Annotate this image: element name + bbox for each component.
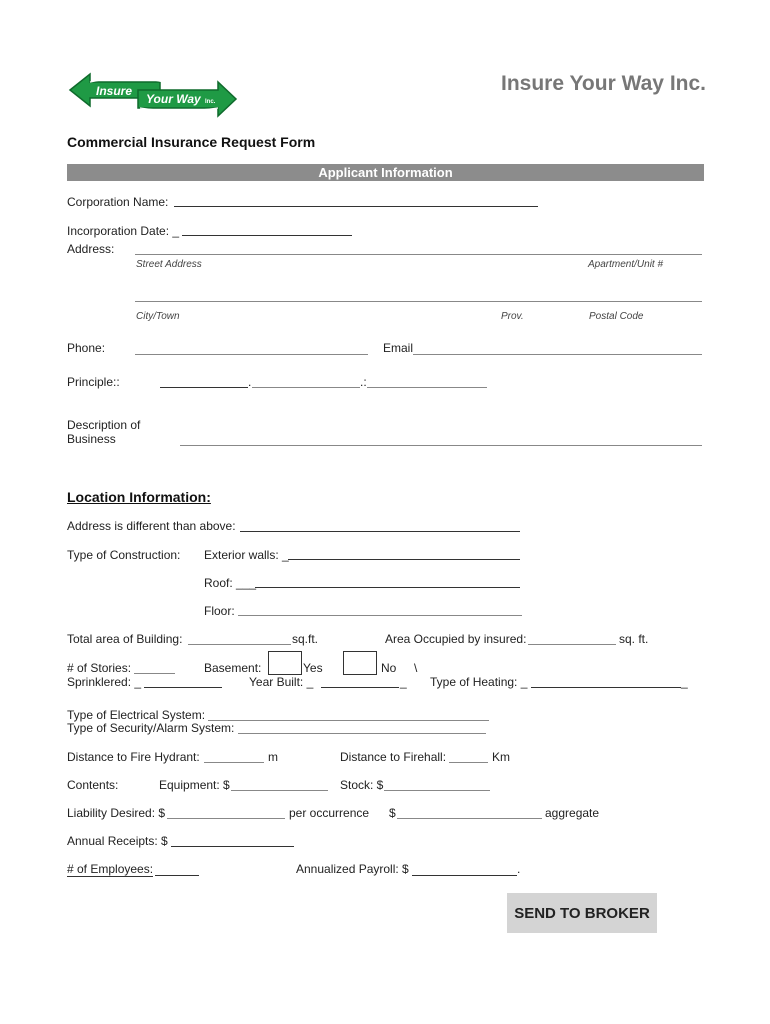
electrical-label: Type of Electrical System: <box>67 708 206 722</box>
aggregate-label: aggregate <box>545 806 600 820</box>
construction-label: Type of Construction: <box>67 548 181 562</box>
per-occurrence-label: per occurrence <box>289 806 370 820</box>
fire-hydrant-unit: m <box>268 750 278 764</box>
employees-label: # of Employees: <box>67 862 154 876</box>
stray-backslash: \ <box>414 661 418 675</box>
corporation-name-label: Corporation Name: <box>67 195 169 209</box>
stories-label: # of Stories: <box>67 661 132 675</box>
basement-yes-checkbox[interactable] <box>268 651 302 675</box>
fire-hydrant-field[interactable] <box>204 762 264 763</box>
principle-separator-2: .: <box>360 375 367 389</box>
employees-field[interactable] <box>155 875 199 876</box>
floor-field[interactable] <box>238 615 522 616</box>
liability-aggregate-field[interactable] <box>397 818 542 819</box>
year-built-label: Year Built: _ <box>249 675 314 689</box>
firehall-unit: Km <box>492 750 510 764</box>
liability-label: Liability Desired: $ <box>67 806 166 820</box>
phone-label: Phone: <box>67 341 106 355</box>
equipment-field[interactable] <box>231 790 328 791</box>
description-label-line1: Description of <box>67 418 141 432</box>
liability-occurrence-field[interactable] <box>167 818 285 819</box>
basement-yes-label: Yes <box>303 661 323 675</box>
stories-field[interactable] <box>134 673 175 674</box>
basement-no-checkbox[interactable] <box>343 651 377 675</box>
incorporation-date-field[interactable] <box>182 235 352 236</box>
email-field[interactable] <box>413 354 702 355</box>
area-occupied-field[interactable] <box>528 644 616 645</box>
location-section-title: Location Information: <box>67 489 211 505</box>
send-to-broker-button[interactable]: SEND TO BROKER <box>507 893 657 933</box>
contents-label: Contents: <box>67 778 119 792</box>
description-label-line2: Business <box>67 432 116 446</box>
logo-text-bottom: Your Way <box>146 92 201 106</box>
total-area-field[interactable] <box>188 644 291 645</box>
principle-field-1[interactable] <box>160 387 248 388</box>
stock-label: Stock: $ <box>340 778 384 792</box>
logo-text-top: Insure <box>96 84 133 98</box>
receipts-label: Annual Receipts: $ <box>67 834 168 848</box>
corporation-name-field[interactable] <box>174 206 538 207</box>
roof-label: Roof: ___ <box>204 576 257 590</box>
firehall-field[interactable] <box>449 762 488 763</box>
form-title: Commercial Insurance Request Form <box>67 134 316 150</box>
company-name: Insure Your Way Inc. <box>501 72 706 95</box>
firehall-label: Distance to Firehall: <box>340 750 447 764</box>
principle-separator-1: . <box>248 375 252 389</box>
description-field[interactable] <box>180 445 702 446</box>
payroll-field[interactable] <box>412 875 517 876</box>
applicant-section-header: Applicant Information <box>67 164 704 181</box>
security-field[interactable] <box>238 733 486 734</box>
address-label: Address: <box>67 242 115 256</box>
roof-field[interactable] <box>255 587 520 588</box>
fire-hydrant-label: Distance to Fire Hydrant: <box>67 750 200 764</box>
basement-no-label: No <box>381 661 397 675</box>
street-address-field[interactable] <box>135 254 702 255</box>
aggregate-dollar: $ <box>389 806 396 820</box>
area-occupied-unit: sq. ft. <box>619 632 649 646</box>
sprinklered-field[interactable] <box>144 687 222 688</box>
prov-caption: Prov. <box>501 311 524 322</box>
principle-field-3[interactable] <box>367 387 487 388</box>
exterior-walls-label: Exterior walls: _ <box>204 548 289 562</box>
exterior-walls-field[interactable] <box>288 559 520 560</box>
floor-label: Floor: <box>204 604 235 618</box>
principle-label: Principle:: <box>67 375 120 389</box>
total-area-unit: sq.ft. <box>292 632 319 646</box>
receipts-field[interactable] <box>171 846 294 847</box>
year-built-tail: _ <box>400 675 407 689</box>
email-label: Email <box>383 341 414 355</box>
stock-field[interactable] <box>384 790 490 791</box>
city-caption: City/Town <box>136 311 180 322</box>
electrical-field[interactable] <box>208 720 489 721</box>
apartment-caption: Apartment/Unit # <box>588 259 664 270</box>
payroll-label: Annualized Payroll: $ <box>296 862 409 876</box>
street-address-caption: Street Address <box>136 259 202 270</box>
total-area-label: Total area of Building: <box>67 632 183 646</box>
heating-label: Type of Heating: _ <box>430 675 528 689</box>
company-logo <box>68 70 238 118</box>
incorporation-date-label: Incorporation Date: _ <box>67 224 180 238</box>
sprinklered-label: Sprinklered: _ <box>67 675 142 689</box>
equipment-label: Equipment: $ <box>159 778 230 792</box>
security-label: Type of Security/Alarm System: <box>67 721 235 735</box>
heating-tail: _ <box>681 675 688 689</box>
principle-field-2[interactable] <box>252 387 360 388</box>
city-prov-postal-field[interactable] <box>135 301 702 302</box>
postal-caption: Postal Code <box>589 311 644 322</box>
area-occupied-label: Area Occupied by insured: <box>385 632 527 646</box>
payroll-tail: . <box>517 862 521 876</box>
address-different-field[interactable] <box>240 531 520 532</box>
basement-label: Basement: <box>204 661 262 675</box>
heating-field[interactable] <box>531 687 681 688</box>
logo-text-inc: Inc. <box>205 99 216 105</box>
address-different-label: Address is different than above: <box>67 519 236 533</box>
year-built-field[interactable] <box>321 687 399 688</box>
phone-field[interactable] <box>135 354 368 355</box>
